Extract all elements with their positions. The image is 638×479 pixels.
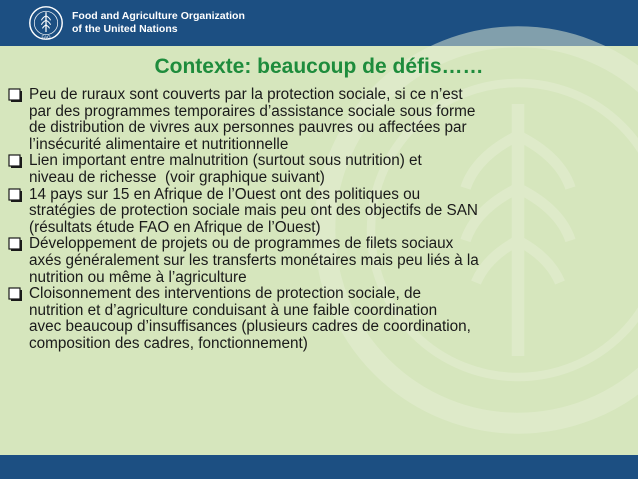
bullet-list: [8, 87, 628, 353]
bullet-line: nutrition et d’agriculture conduisant à une faible coordination: [29, 301, 438, 319]
slide-title: Contexte: beaucoup de défis……: [154, 55, 484, 78]
svg-text:FAO: FAO: [41, 34, 51, 40]
bullet-line: Lien important entre malnutrition (surtout sous nutrition) et: [29, 152, 422, 170]
footer-bar: [0, 455, 638, 479]
org-name-line-2: of the United Nations: [72, 23, 178, 35]
bullet-line: par des programmes temporaires d’assistance sociale sous forme: [29, 102, 476, 120]
bullet-item: [8, 87, 628, 153]
bullet-text: [29, 87, 628, 153]
bullet-text: [29, 153, 628, 186]
organization-name: [72, 10, 245, 36]
bullet-line: de distribution de vivres aux personnes pauvres ou affectées par: [29, 119, 467, 137]
bullet-line: Peu de ruraux sont couverts par la protection sociale, si ce n’est: [29, 86, 463, 103]
bullet-line: 14 pays sur 15 en Afrique de l’Ouest ont des politiques ou: [29, 185, 421, 203]
bullet-line: stratégies de protection sociale mais peu ont des objectifs de SAN: [29, 202, 478, 220]
bullet-item: [8, 153, 628, 186]
bullet-line: l’insécurité alimentaire et nutritionnelle: [29, 135, 289, 153]
bullet-text: [29, 286, 628, 352]
checkbox-icon: [8, 154, 23, 169]
checkbox-icon: [8, 287, 23, 302]
bullet-text: [29, 187, 628, 237]
org-name-line-1: Food and Agriculture Organization: [72, 10, 245, 22]
bullet-item: [8, 286, 628, 352]
bullet-line: axés généralement sur les transferts monétaires mais peu liés à la: [29, 251, 479, 269]
bullet-line: Développement de projets ou de programmes de filets sociaux: [29, 235, 454, 253]
bullet-line: niveau de richesse (voir graphique suivant): [29, 168, 325, 186]
bullet-text: [29, 236, 628, 286]
checkbox-icon: [8, 188, 23, 203]
bullet-line: Cloisonnement des interventions de protection sociale, de: [29, 285, 422, 303]
fao-logo-icon: [28, 5, 64, 41]
bullet-line: avec beaucoup d’insuffisances (plusieurs cadres de coordination,: [29, 318, 471, 336]
bullet-line: composition des cadres, fonctionnement): [29, 334, 308, 352]
bullet-line: (résultats étude FAO en Afrique de l’Ouest): [29, 218, 321, 236]
bullet-item: [8, 236, 628, 286]
checkbox-icon: [8, 237, 23, 252]
checkbox-icon: [8, 88, 23, 103]
bullet-line: nutrition ou même à l’agriculture: [29, 268, 247, 286]
bullet-item: [8, 187, 628, 237]
